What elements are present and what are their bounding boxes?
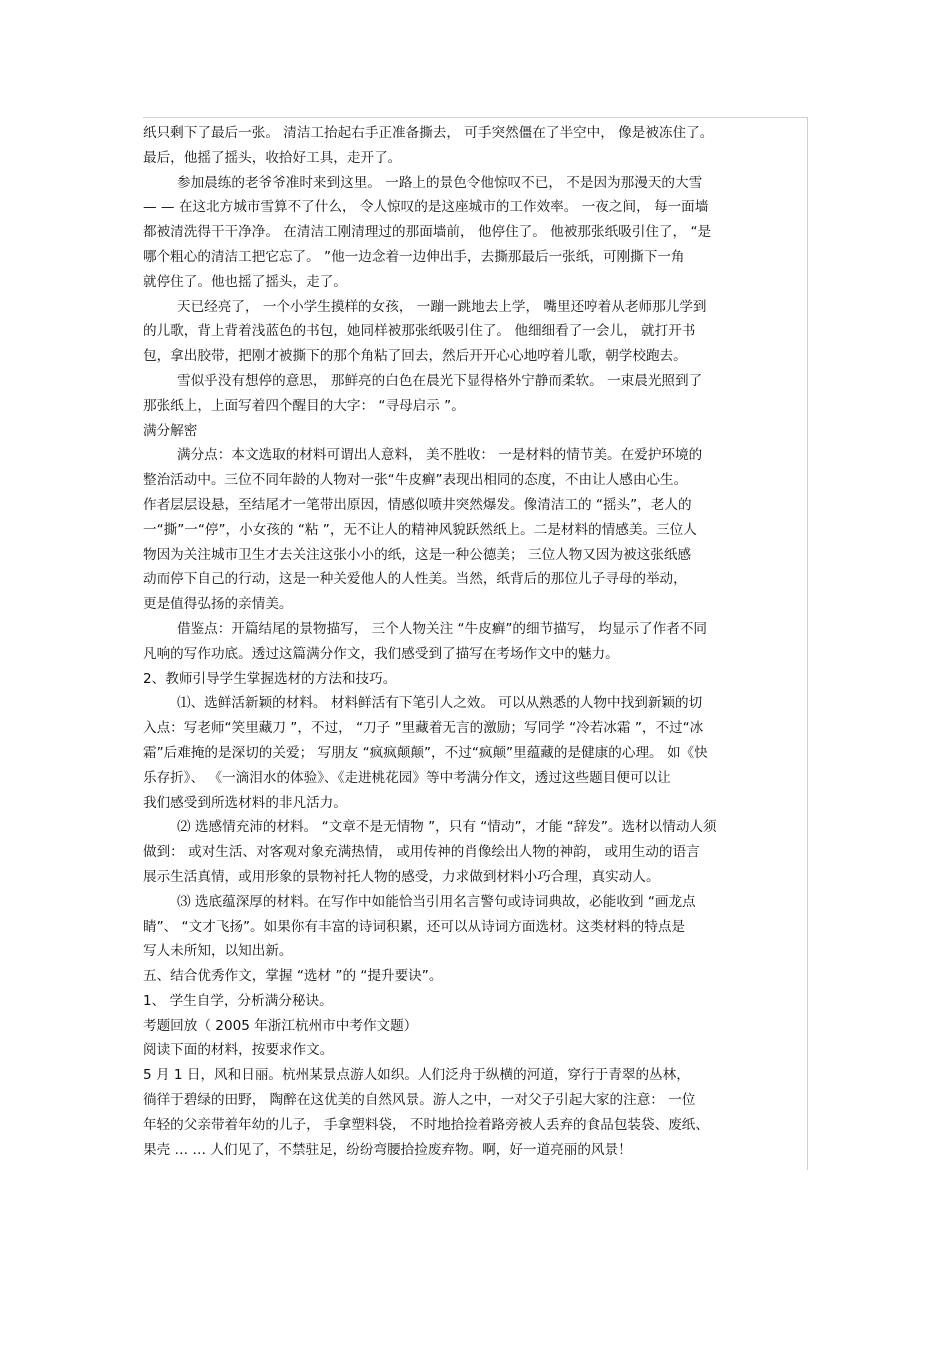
text-line: 物因为关注城市卫生才去关注这张小小的纸，这是一种公德美； 三位人物又因为被这张纸感 (143, 546, 692, 563)
text-line: 凡响的写作功底。透过这篇满分作文，我们感受到了描写在考场作文中的魅力。 (143, 645, 619, 662)
text-line: 借鉴点：开篇结尾的景物描写， 三个人物关注 “牛皮癣”的细节描写， 均显示了作者不同 (177, 620, 708, 637)
text-line: 展示生活真情，或用形象的景物衬托人物的感受，力求做到材料小巧合理，真实动人。 (143, 868, 660, 885)
document-body (143, 121, 815, 1162)
text-line: 作者层层设悬，至结尾才一笔带出原因，情感似喷井突然爆发。像清洁工的 “摇头”，老人的 (143, 496, 692, 513)
text-line: 更是值得弘扬的亲情美。 (143, 596, 293, 613)
text-line: 阅读下面的材料，按要求作文。 (143, 1042, 334, 1059)
text-line: 哪个粗心的清洁工把它忘了。 ”他一边念着一边伸出手，去撕那最后一张纸，可刚撕下一角 (143, 248, 685, 265)
text-line: 最后，他摇了摇头，收拾好工具，走开了。 (143, 149, 402, 166)
text-line: 都被清洗得干干净净。 在清洁工刚清理过的那面墙前， 他停住了。 他被那张纸吸引住了， “是 (143, 224, 712, 241)
text-line: 包，拿出胶带，把刚才被撕下的那个角粘了回去，然后开开心心地哼着儿歌，朝学校跑去。 (143, 348, 687, 365)
text-line: 五、结合优秀作文，掌握 “选材 ”的 “提升要诀”。 (143, 968, 443, 985)
text-line: ⑴、选鲜活新颖的材料。 材料鲜活有下笔引人之效。 可以从熟悉的人物中找到新颖的切 (177, 695, 703, 712)
text-line: 2、教师引导学生掌握选材的方法和技巧。 (143, 670, 397, 687)
text-line: 满分点：本文选取的材料可谓出人意料， 美不胜收： 一是材料的情节美。在爱护环境的 (177, 447, 703, 464)
text-line: 睛”、 “文才飞扬”。如果你有丰富的诗词积累，还可以从诗词方面选材。这类材料的特点是 (143, 918, 686, 935)
text-line: ⑵ 选感情充沛的材料。 “文章不是无情物 ”，只有 “情动”，才能 “辞发”。选材以情动人须 (177, 819, 717, 836)
text-line: 1、 学生自学，分析满分秘诀。 (143, 992, 333, 1009)
text-line: 年轻的父亲带着年幼的儿子， 手拿塑料袋， 不时地拾捡着路旁被人丢弃的食品包装袋、废纸、 (143, 1116, 709, 1133)
text-line: 徜徉于碧绿的田野， 陶醉在这优美的自然风景。游人之中，一对父子引起大家的注意： 一位 (143, 1092, 696, 1109)
text-line: 参加晨练的老爷爷准时来到这里。 一路上的景色令他惊叹不已， 不是因为那漫天的大雪 (177, 174, 703, 191)
text-line: ⑶ 选底蕴深厚的材料。在写作中如能恰当引用名言警句或诗词典故，必能收到 “画龙点 (177, 893, 696, 910)
text-line: 做到： 或对生活、对客观对象充满热情， 或用传神的肖像绘出人物的神韵， 或用生动的语言 (143, 844, 700, 861)
text-line: 5 月 1 日，风和日丽。杭州某景点游人如织。人们泛舟于纵横的河道，穿行于青翠的丛林， (143, 1067, 690, 1084)
text-line: 的儿歌，背上背着浅蓝色的书包，她同样被那张纸吸引住了。 他细细看了一会儿， 就打开书 (143, 323, 696, 340)
text-line: 满分解密 (143, 422, 198, 439)
text-line: 一“撕”一“停”，小女孩的 “粘 ”，无不让人的精神风貌跃然纸上。二是材料的情感美。三位人 (143, 521, 697, 538)
text-line: 那张纸上，上面写着四个醒目的大字： “寻母启示 ”。 (143, 397, 465, 414)
text-line: 果壳 … … 人们见了，不禁驻足，纷纷弯腰拾捡废弃物。啊，好一道亮丽的风景！ (143, 1141, 632, 1158)
page-border-top (143, 117, 808, 118)
text-line: 天已经亮了， 一个小学生摸样的女孩， 一蹦一跳地去上学， 嘴里还哼着从老师那儿学到 (177, 298, 707, 315)
text-line: 写人未所知，以知出新。 (143, 943, 293, 960)
text-line: 整治活动中。三位不同年龄的人物对一张“牛皮癣”表现出相同的态度，不由让人感由心生。 (143, 472, 688, 489)
text-line: 动而停下自己的行动，这是一种关爱他人的人性美。当然，纸背后的那位儿子寻母的举动， (143, 571, 687, 588)
text-line: 乐存折》、 《一滴泪水的体验》、《走进桃花园》等中考满分作文，透过这些题目便可以让 (143, 769, 671, 786)
text-line: 纸只剩下了最后一张。 清洁工抬起右手正准备撕去， 可手突然僵在了半空中， 像是被冻住了。 (143, 125, 714, 141)
text-line: 入点：写老师“笑里藏刀 ”，不过， “刀子 ”里藏着无言的激励；写同学 “冷若冰霜 ”，不过“冰 (143, 720, 704, 737)
text-line: — — 在这北方城市雪算不了什么， 令人惊叹的是这座城市的工作效率。 一夜之间， 每一面墙 (143, 199, 709, 216)
text-line: 我们感受到所选材料的非凡活力。 (143, 794, 347, 811)
text-line: 霜”后难掩的是深切的关爱； 写朋友 “疯疯颠颠”，不过“疯颠”里蕴藏的是健康的心理。 如《快 (143, 744, 708, 761)
text-line: 就停住了。他也摇了摇头，走了。 (143, 273, 347, 290)
text-line: 雪似乎没有想停的意思， 那鲜亮的白色在晨光下显得格外宁静而柔软。 一束晨光照到了 (177, 372, 703, 389)
text-line: 考题回放（ 2005 年浙江杭州市中考作文题） (143, 1017, 418, 1034)
